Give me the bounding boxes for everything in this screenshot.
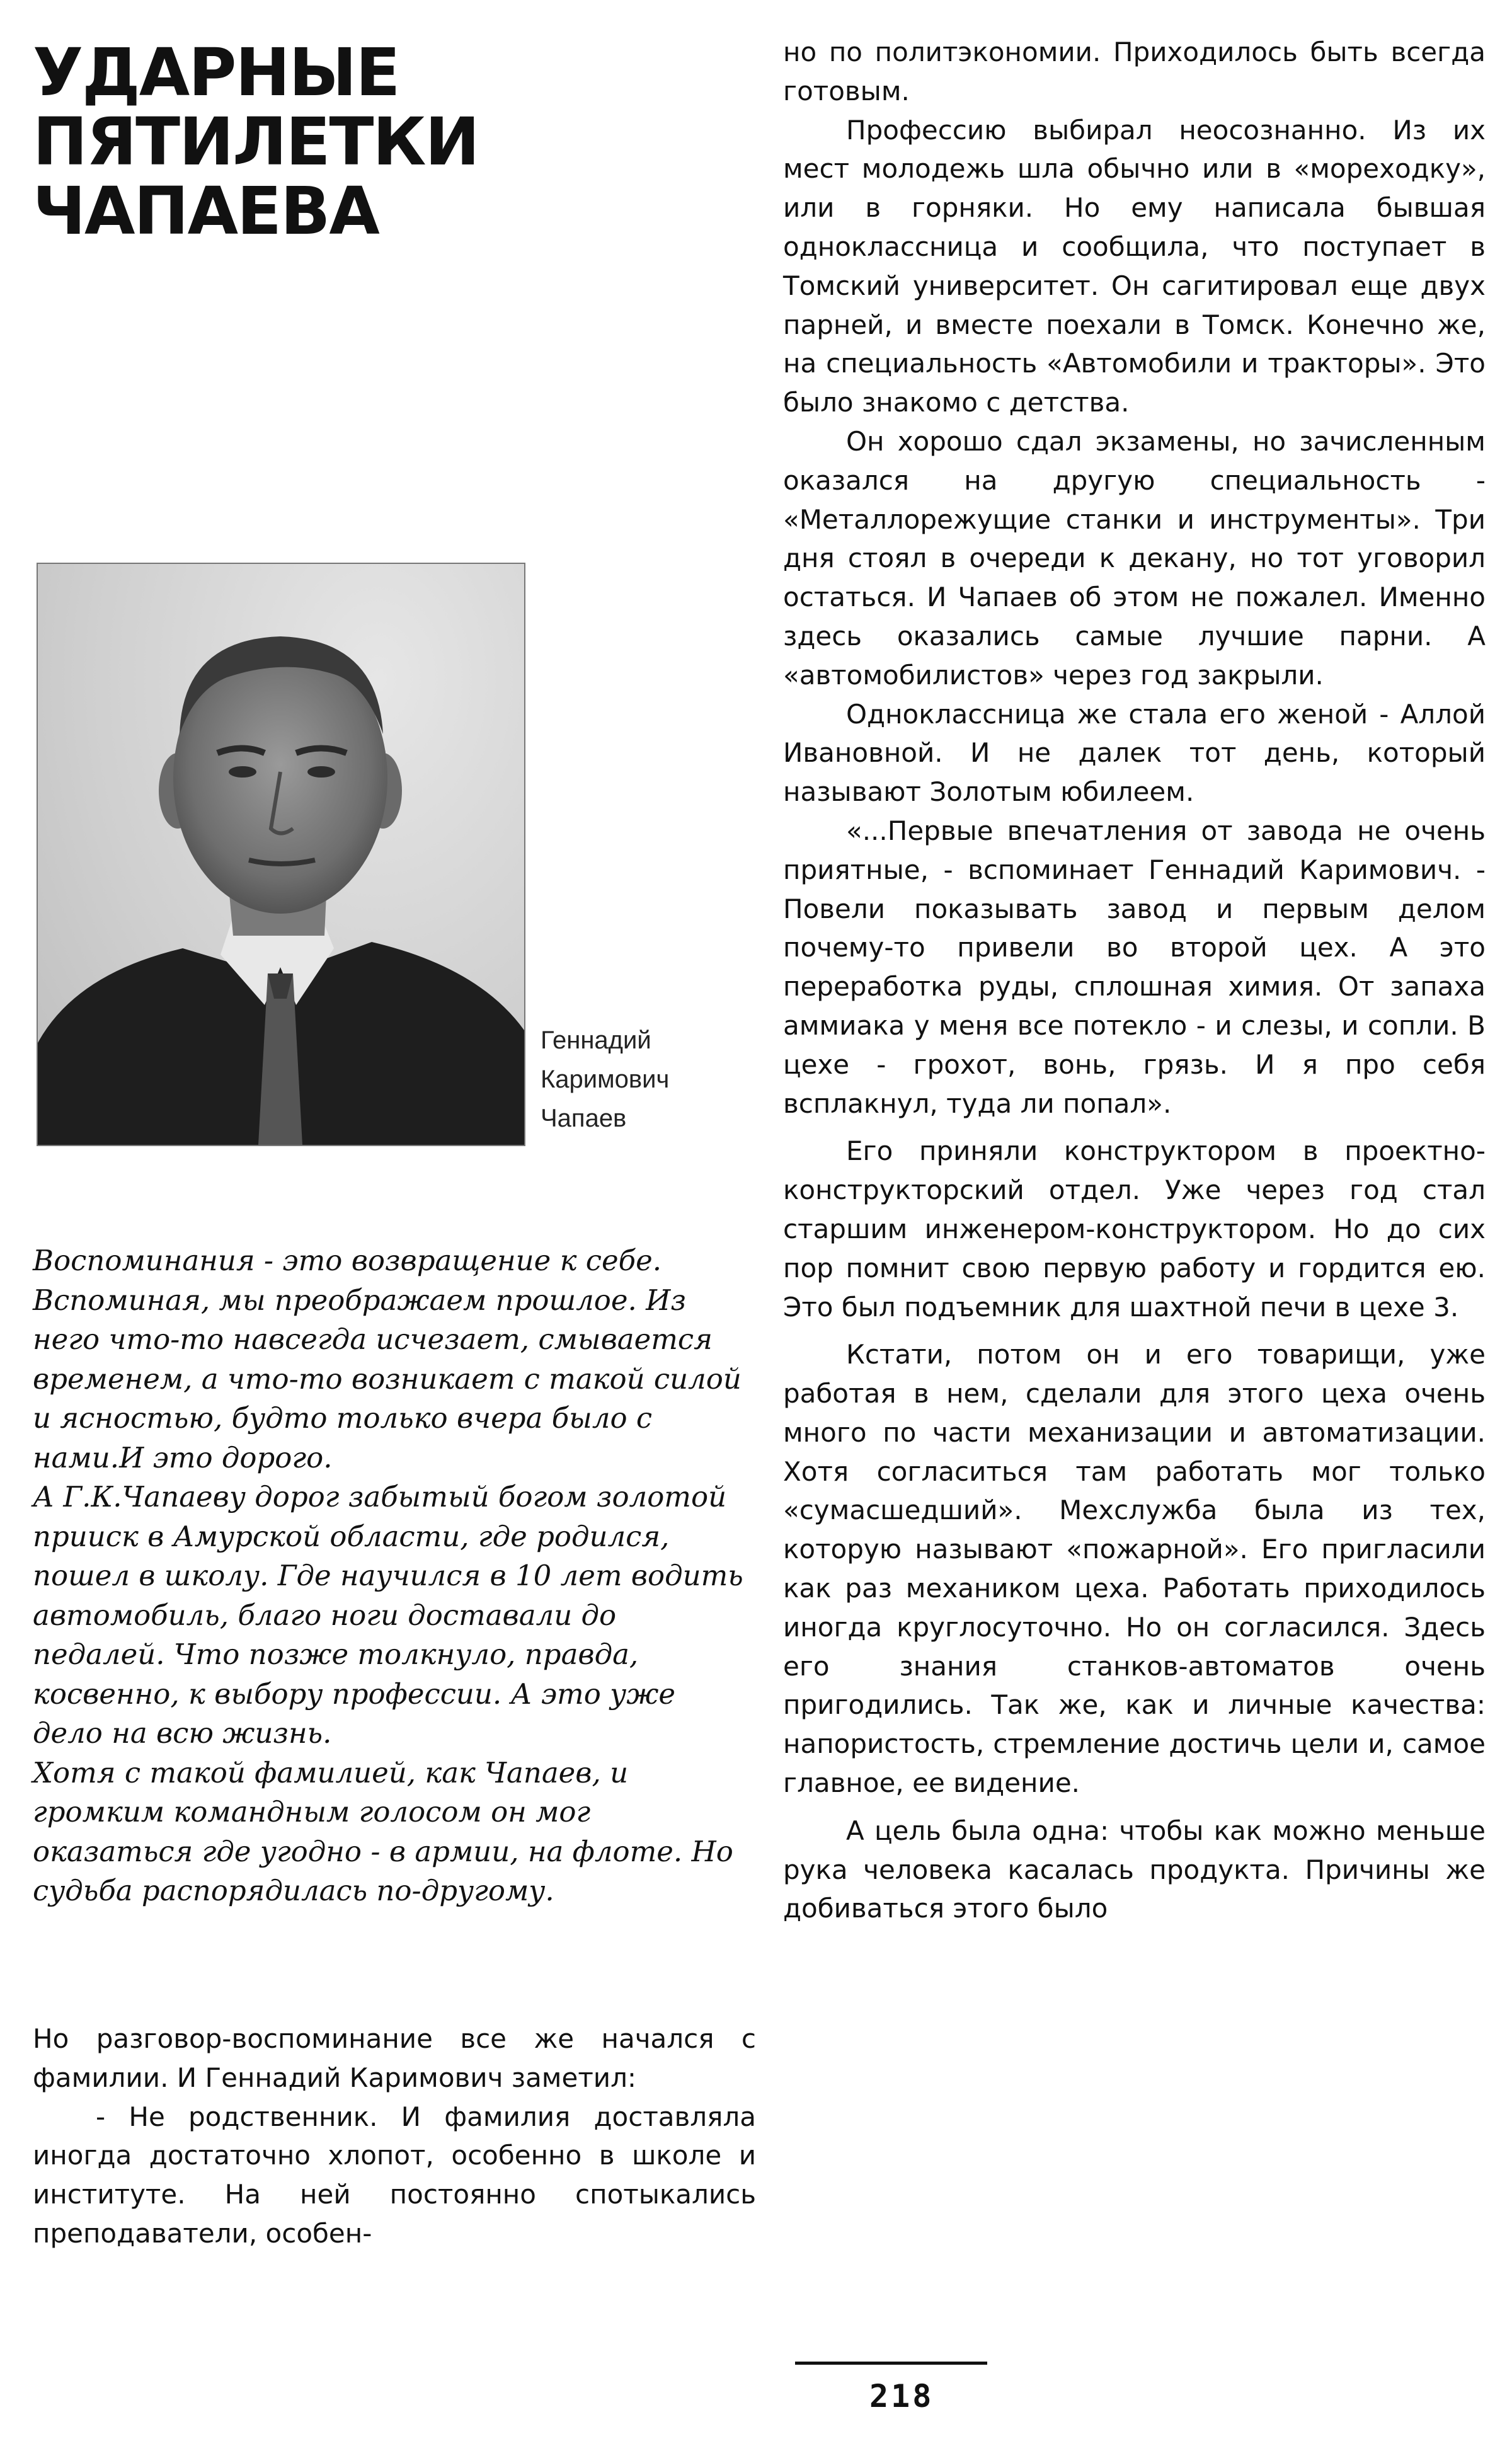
intro-paragraph: А Г.К.Чапаеву дорог забытый богом золотой прииск в Амурской области, где родился, пошел в школу. Где научился в 10 лет водить автомобиль, благо ноги доставали до педалей. Что позже толкнуло, правда, косвенно, к выбору профессии. А это уже дело на всю жизнь. xyxy=(33,1480,743,1750)
portrait-illustration xyxy=(38,564,524,1145)
caption-line: Геннадий xyxy=(541,1026,651,1054)
body-paragraph: Его приняли конструктором в проектно-конструкторский отдел. Уже через год стал старшим инженером-конструктором. Но до сих пор помнит свою первую работу и гордится ею. Это был подъемник для шахтной печи в цехе 3. xyxy=(783,1135,1486,1323)
page-number: 218 xyxy=(869,2378,934,2414)
body-paragraph: А цель была одна: чтобы как можно меньше рука человека касалась продукта. Причины же добиваться этого было xyxy=(783,1815,1486,1924)
article-title xyxy=(33,34,479,250)
body-paragraph: Кстати, потом он и его товарищи, уже работая в нем, сделали для этого цеха очень много по части механизации и автоматизации. Хотя согласиться там работать мог только «сумасшедший». Мехслужба была из тех, которую называют «пожарной». Его пригласили как раз механиком цеха. Работать приходилось иногда круглосуточно. Но он согласился. Здесь его знания станков-автоматов очень пригодились. Так же, как и личные качества: напористость, стремление достичь цели и, самое главное, ее видение. xyxy=(783,1339,1486,1799)
title-line: ЧАПАЕВА xyxy=(33,173,379,250)
body-paragraph: - Не родственник. И фамилия доставляла иногда достаточно хлопот, особенно в школе и институте. На ней постоянно спотыкались преподаватели, особен- xyxy=(33,2101,756,2249)
portrait-photo xyxy=(37,563,525,1146)
body-paragraph: Он хорошо сдал экзамены, но зачисленным оказался на другую специальность - «Металлорежущие станки и инструменты». Три дня стоял в очереди к декану, но тот уговорил остаться. И Чапаев об этом не пожалел. Именно здесь оказались самые лучшие парни. А «автомобилистов» через год закрыли. xyxy=(783,425,1486,691)
caption-line: Каримович xyxy=(541,1065,670,1093)
photo-caption xyxy=(541,1021,748,1138)
page-number-rule xyxy=(795,2362,987,2365)
body-paragraph: Но разговор-воспоминание все же начался с фамилии. И Геннадий Каримович заметил: xyxy=(33,2023,756,2093)
right-column-text xyxy=(783,33,1486,1928)
body-paragraph: но по политэкономии. Приходилось быть всегда готовым. xyxy=(783,37,1486,106)
title-line: ПЯТИЛЕТКИ xyxy=(33,103,479,180)
intro-paragraph: Хотя с такой фамилией, как Чапаев, и громким командным голосом он мог оказаться где угодно - в армии, на флоте. Но судьба распорядилась по-другому. xyxy=(33,1755,733,1907)
intro-paragraph: Воспоминания - это возвращение к себе. Вспоминая, мы преображаем прошлое. Из него что-то навсегда исчезает, смывается временем, а что-то возникает с такой силой и ясностью, будто только вчера было с нами.И это дорого. xyxy=(33,1244,742,1474)
intro-epigraph xyxy=(33,1241,754,1911)
title-line: УДАРНЫЕ xyxy=(33,34,399,111)
body-paragraph: Одноклассница же стала его женой - Аллой Ивановной. И не далек тот день, который называют Золотым юбилеем. xyxy=(783,698,1486,808)
body-paragraph: Профессию выбирал неосознанно. Из их мест молодежь шла обычно или в «мореходку», или в горняки. Но ему написала бывшая одноклассница и сообщила, что поступает в Томский университет. Он сагитировал еще двух парней, и вместе поехали в Томск. Конечно же, на специальность «Автомобили и тракторы». Это было знакомо с детства. xyxy=(783,114,1486,418)
body-paragraph: «...Первые впечатления от завода не очень приятные, - вспоминает Геннадий Каримович. - Повели показывать завод и первым делом почему-то привели во второй цех. А это переработка руды, сплошная химия. От запаха аммиака у меня все потекло - и слезы, и сопли. В цехе - грохот, вонь, грязь. И я про себя всплакнул, туда ли попал». xyxy=(783,815,1486,1119)
left-column-text xyxy=(33,2019,756,2253)
caption-line: Чапаев xyxy=(541,1105,627,1132)
